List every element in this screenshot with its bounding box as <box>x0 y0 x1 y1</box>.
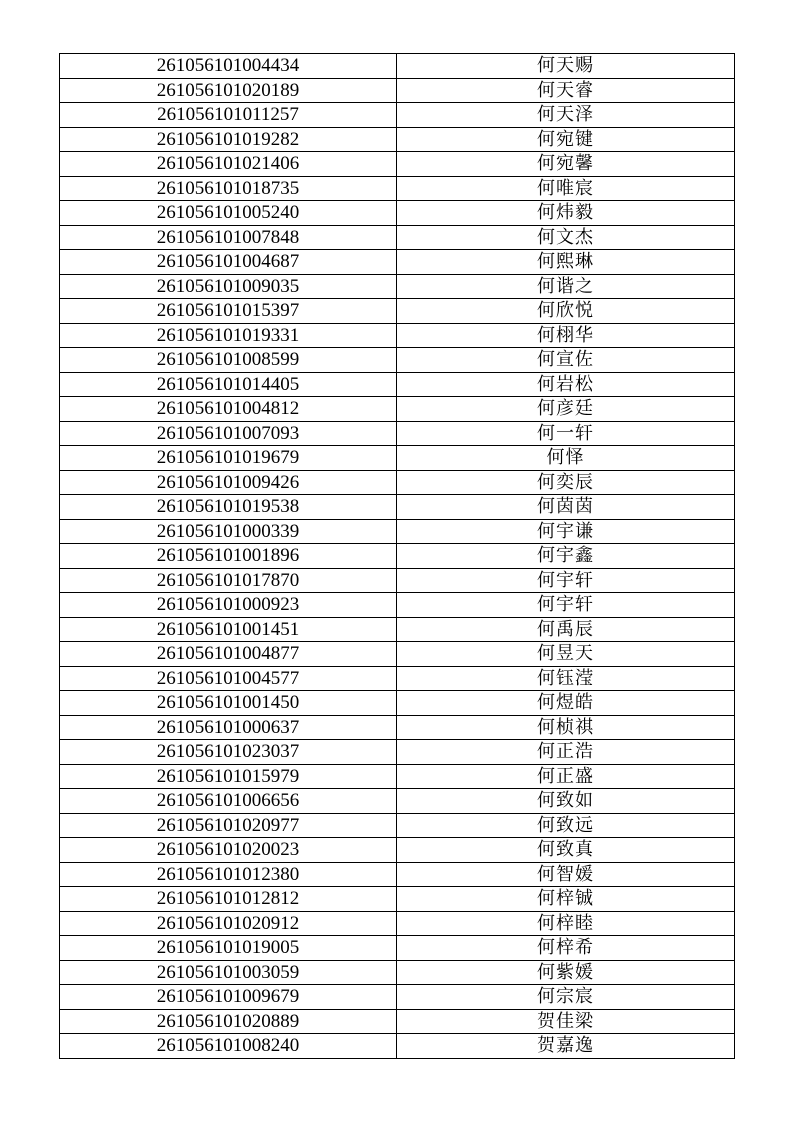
candidate-id-cell: 261056101023037 <box>60 740 397 765</box>
candidate-name-cell: 何智媛 <box>397 862 735 887</box>
table-row <box>60 225 735 250</box>
candidate-name-cell: 何文杰 <box>397 225 735 250</box>
table-row <box>60 985 735 1010</box>
table-row <box>60 764 735 789</box>
candidate-name-cell: 何梓希 <box>397 936 735 961</box>
table-row <box>60 372 735 397</box>
candidate-id-cell: 261056101014405 <box>60 372 397 397</box>
candidate-id-cell: 261056101018735 <box>60 176 397 201</box>
table-row <box>60 78 735 103</box>
table-row <box>60 691 735 716</box>
candidate-id-cell: 261056101019679 <box>60 446 397 471</box>
candidate-id-cell: 261056101019331 <box>60 323 397 348</box>
candidate-name-cell: 何昱天 <box>397 642 735 667</box>
table-row <box>60 176 735 201</box>
candidate-name-cell: 何正浩 <box>397 740 735 765</box>
table-row <box>60 495 735 520</box>
candidate-name-cell: 何致如 <box>397 789 735 814</box>
candidate-name-cell: 何天泽 <box>397 103 735 128</box>
candidate-name-cell: 何谐之 <box>397 274 735 299</box>
table-row <box>60 201 735 226</box>
candidate-id-cell: 261056101021406 <box>60 152 397 177</box>
table-row <box>60 446 735 471</box>
table-row <box>60 617 735 642</box>
candidate-name-cell: 何茵茵 <box>397 495 735 520</box>
candidate-id-cell: 261056101019282 <box>60 127 397 152</box>
candidate-name-cell: 何欣悦 <box>397 299 735 324</box>
candidate-name-cell: 何宇轩 <box>397 593 735 618</box>
candidate-id-cell: 261056101019005 <box>60 936 397 961</box>
table-row <box>60 519 735 544</box>
candidate-name-cell: 何致真 <box>397 838 735 863</box>
table-row <box>60 470 735 495</box>
candidate-name-cell: 贺佳梁 <box>397 1009 735 1034</box>
candidate-name-cell: 何岩松 <box>397 372 735 397</box>
candidate-name-cell: 何梓铖 <box>397 887 735 912</box>
table-row <box>60 348 735 373</box>
table-row <box>60 838 735 863</box>
candidate-id-cell: 261056101001451 <box>60 617 397 642</box>
candidate-name-cell: 何禹辰 <box>397 617 735 642</box>
candidate-id-cell: 261056101012380 <box>60 862 397 887</box>
candidate-name-cell: 何宇鑫 <box>397 544 735 569</box>
table-row <box>60 642 735 667</box>
candidate-id-cell: 261056101004877 <box>60 642 397 667</box>
table-row <box>60 740 735 765</box>
candidate-id-cell: 261056101007848 <box>60 225 397 250</box>
candidate-name-cell: 何天赐 <box>397 54 735 79</box>
table-row <box>60 421 735 446</box>
candidate-id-cell: 261056101011257 <box>60 103 397 128</box>
candidate-id-cell: 261056101012812 <box>60 887 397 912</box>
candidate-name-cell: 何宛馨 <box>397 152 735 177</box>
candidate-id-cell: 261056101001896 <box>60 544 397 569</box>
table-row <box>60 250 735 275</box>
table-row <box>60 1034 735 1059</box>
table-row <box>60 1009 735 1034</box>
candidate-id-cell: 261056101000923 <box>60 593 397 618</box>
table-row <box>60 544 735 569</box>
candidate-id-cell: 261056101007093 <box>60 421 397 446</box>
candidate-name-cell: 何栩华 <box>397 323 735 348</box>
table-row <box>60 911 735 936</box>
table-row <box>60 568 735 593</box>
candidate-id-cell: 261056101000637 <box>60 715 397 740</box>
candidate-name-cell: 何天睿 <box>397 78 735 103</box>
candidate-id-cell: 261056101019538 <box>60 495 397 520</box>
candidate-name-cell: 何宛键 <box>397 127 735 152</box>
candidate-name-cell: 何宣佐 <box>397 348 735 373</box>
table-row <box>60 54 735 79</box>
table-row <box>60 397 735 422</box>
candidate-name-cell: 何桢祺 <box>397 715 735 740</box>
candidate-id-cell: 261056101008599 <box>60 348 397 373</box>
candidate-id-cell: 261056101006656 <box>60 789 397 814</box>
table-row <box>60 862 735 887</box>
candidate-name-cell: 贺嘉逸 <box>397 1034 735 1059</box>
candidate-id-cell: 261056101009426 <box>60 470 397 495</box>
candidate-id-cell: 261056101008240 <box>60 1034 397 1059</box>
candidate-id-cell: 261056101004577 <box>60 666 397 691</box>
candidate-name-cell: 何钰滢 <box>397 666 735 691</box>
candidate-id-cell: 261056101005240 <box>60 201 397 226</box>
candidate-id-cell: 261056101020912 <box>60 911 397 936</box>
candidate-name-cell: 何怿 <box>397 446 735 471</box>
table-row <box>60 887 735 912</box>
candidate-name-cell: 何煜皓 <box>397 691 735 716</box>
table-row <box>60 103 735 128</box>
candidate-name-cell: 何熙琳 <box>397 250 735 275</box>
candidate-name-cell: 何炜毅 <box>397 201 735 226</box>
candidate-name-cell: 何致远 <box>397 813 735 838</box>
candidate-id-cell: 261056101004434 <box>60 54 397 79</box>
candidate-id-cell: 261056101017870 <box>60 568 397 593</box>
roster-table <box>59 53 735 1059</box>
candidate-id-cell: 261056101020189 <box>60 78 397 103</box>
candidate-name-cell: 何宗宸 <box>397 985 735 1010</box>
table-row <box>60 323 735 348</box>
roster-table-body <box>60 54 735 1059</box>
candidate-id-cell: 261056101000339 <box>60 519 397 544</box>
candidate-name-cell: 何宇谦 <box>397 519 735 544</box>
candidate-id-cell: 261056101004687 <box>60 250 397 275</box>
candidate-name-cell: 何梓睦 <box>397 911 735 936</box>
candidate-id-cell: 261056101003059 <box>60 960 397 985</box>
candidate-id-cell: 261056101020023 <box>60 838 397 863</box>
candidate-id-cell: 261056101015979 <box>60 764 397 789</box>
candidate-id-cell: 261056101009035 <box>60 274 397 299</box>
candidate-name-cell: 何彦廷 <box>397 397 735 422</box>
candidate-name-cell: 何宇轩 <box>397 568 735 593</box>
candidate-id-cell: 261056101015397 <box>60 299 397 324</box>
table-row <box>60 127 735 152</box>
table-row <box>60 666 735 691</box>
table-row <box>60 960 735 985</box>
candidate-name-cell: 何一轩 <box>397 421 735 446</box>
table-row <box>60 789 735 814</box>
candidate-id-cell: 261056101004812 <box>60 397 397 422</box>
candidate-name-cell: 何正盛 <box>397 764 735 789</box>
candidate-name-cell: 何紫媛 <box>397 960 735 985</box>
candidate-id-cell: 261056101020889 <box>60 1009 397 1034</box>
table-row <box>60 936 735 961</box>
candidate-name-cell: 何奕辰 <box>397 470 735 495</box>
table-row <box>60 274 735 299</box>
table-row <box>60 152 735 177</box>
candidate-id-cell: 261056101001450 <box>60 691 397 716</box>
table-row <box>60 813 735 838</box>
table-row <box>60 593 735 618</box>
table-row <box>60 715 735 740</box>
candidate-name-cell: 何唯宸 <box>397 176 735 201</box>
table-row <box>60 299 735 324</box>
candidate-id-cell: 261056101020977 <box>60 813 397 838</box>
candidate-id-cell: 261056101009679 <box>60 985 397 1010</box>
